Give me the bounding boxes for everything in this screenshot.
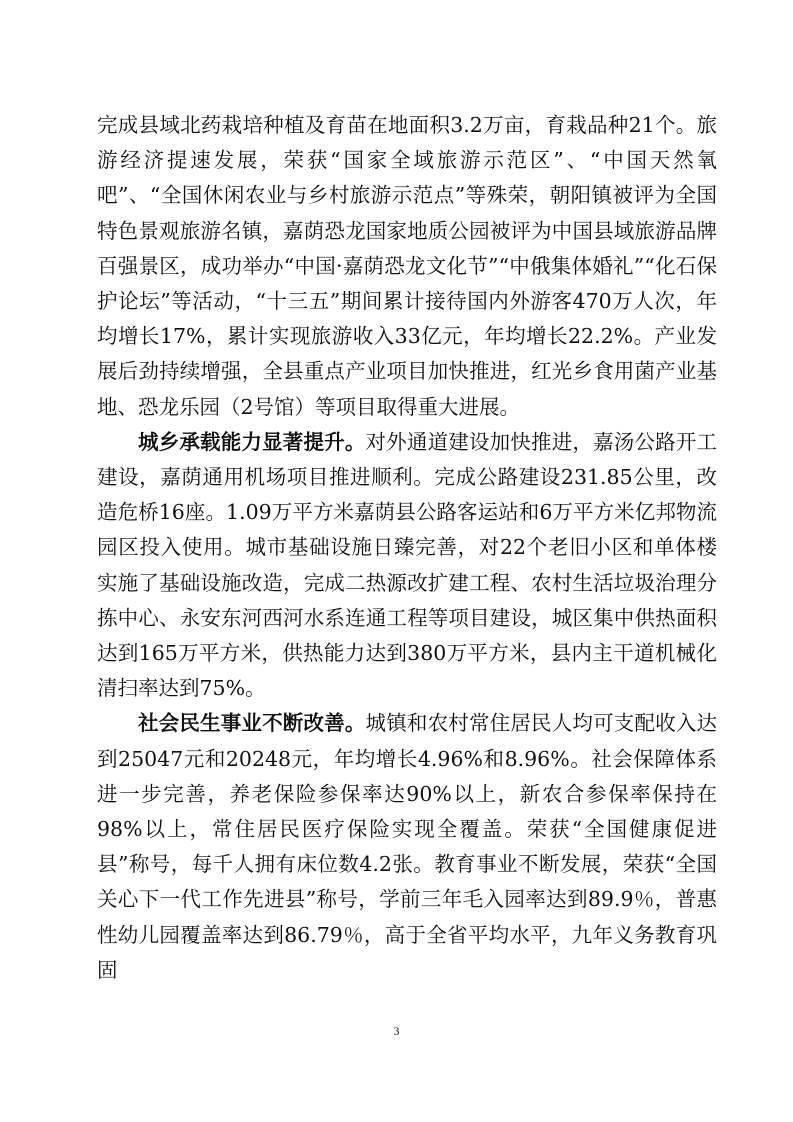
paragraph-heading: 城乡承载能力显著提升。 <box>138 429 366 454</box>
paragraph-text: 对外通道建设加快推进，嘉汤公路开工建设，嘉荫通用机场项目推进顺利。完成公路建设231.85公里，改造危桥16座。1.09万平方米嘉荫县公路客运站和6万平方米亿邦物流园区投入使用。城市基础设施日臻完善，对22个老旧小区和单体楼实施了基础设施改造，完成二热源改扩建工程、农村生活垃圾治理分拣中心、永安东河西河水系连通工程等项目建设，城区集中供热面积达到165万平方米，供热能力达到380万平方米，县内主干道机械化清扫率达到75%。 <box>97 429 718 701</box>
paragraph-text: 城镇和农村常住居民人均可支配收入达到25047元和20248元，年均增长4.96%和8.96%。社会保障体系进一步完善，养老保险参保率达90%以上，新农合参保率保持在98%以上，常住居民医疗保险实现全覆盖。荣获“全国健康促进县”称号，每千人拥有床位数4.2张。教育事业不断发展，荣获“全国关心下一代工作先进县”称号，学前三年毛入园率达到89.9％，普惠性幼儿园覆盖率达到86.79％，高于全省平均水平，九年义务教育巩固 <box>97 711 718 982</box>
paragraph-tourism <box>97 108 717 425</box>
paragraph-urban-rural <box>97 425 717 707</box>
paragraph-livelihood <box>97 706 717 988</box>
page-number: 3 <box>393 1024 400 1038</box>
document-body <box>97 108 717 988</box>
paragraph-heading: 社会民生事业不断改善。 <box>138 711 366 736</box>
paragraph-text: 完成县域北药栽培种植及育苗在地面积3.2万亩，育栽品种21个。旅游经济提速发展，荣获“国家全域旅游示范区”、“中国天然氧吧”、“全国休闲农业与乡村旅游示范点”等殊荣，朝阳镇被评为全国特色景观旅游名镇，嘉荫恐龙国家地质公园被评为中国县域旅游品牌百强景区，成功举办“中国·嘉荫恐龙文化节”“中俄集体婚礼”“化石保护论坛”等活动，“十三五”期间累计接待国内外游客470万人次，年均增长17%，累计实现旅游收入33亿元，年均增长22.2%。产业发展后劲持续增强，全县重点产业项目加快推进，红光乡食用菌产业基地、恐龙乐园（2号馆）等项目取得重大进展。 <box>97 113 717 419</box>
